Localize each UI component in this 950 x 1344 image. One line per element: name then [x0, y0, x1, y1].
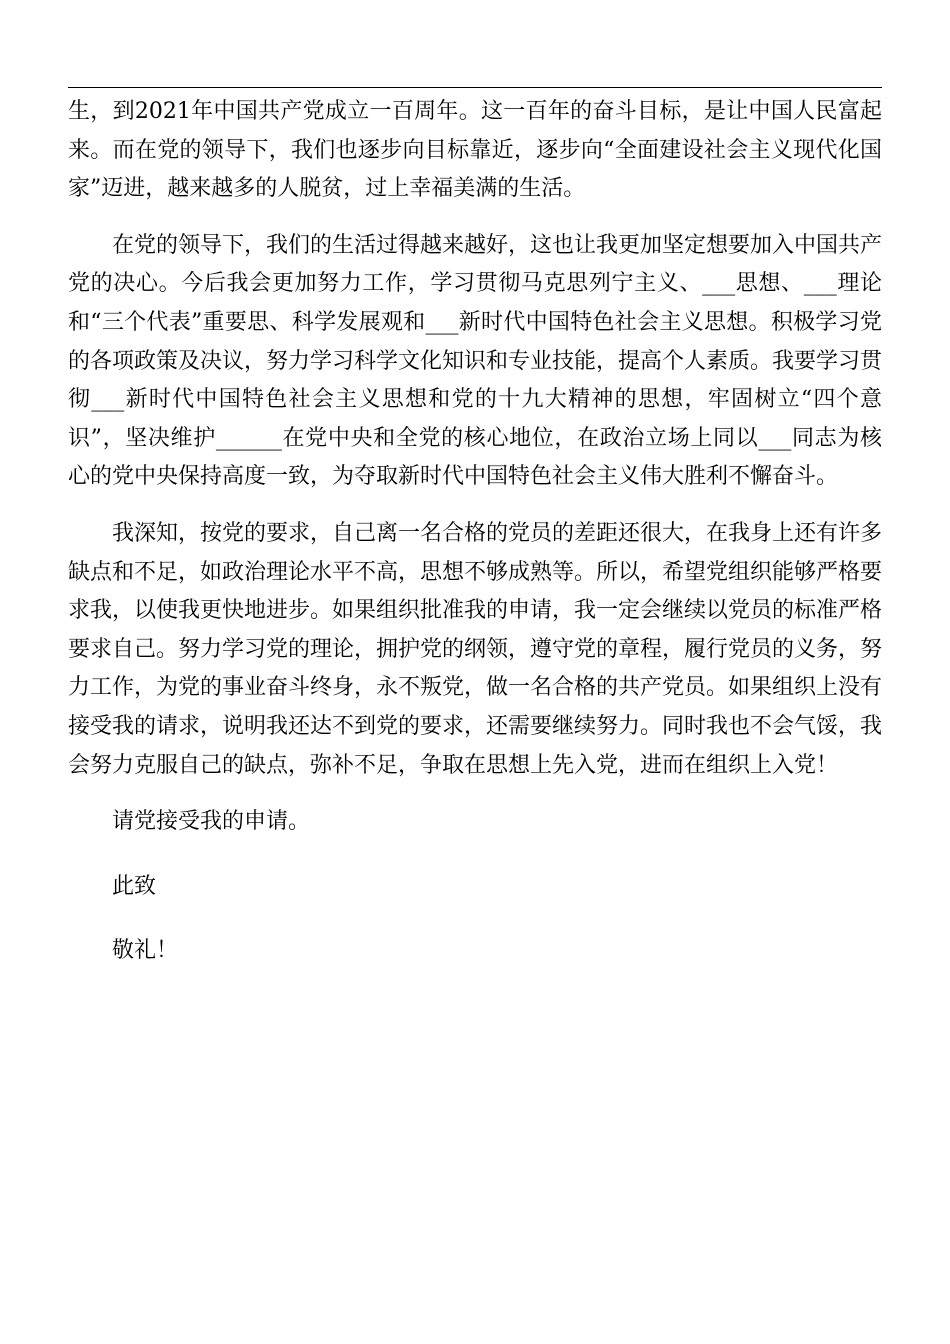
document-body [68, 93, 882, 997]
header-rule [68, 87, 882, 88]
paragraph-self-assessment: 我深知，按党的要求，自己离一名合格的党员的差距还很大，在我身上还有许多缺点和不足，如政治理论水平不高，思想不够成熟等。所以，希望党组织能够严格要求我，以使我更快地进步。如果组织批准我的申请，我一定会继续以党员的标准严格要求自己。努力学习党的理论，拥护党的纲领，遵守党的章程，履行党员的义务，努力工作，为党的事业奋斗终身，永不叛党，做一名合格的共产党员。如果组织上没有接受我的请求，说明我还达不到党的要求，还需要继续努力。同时我也不会气馁，我会努力克服自己的缺点，弥补不足，争取在思想上先入党，进而在组织上入党！ [68, 520, 883, 778]
closing-regards: 敬礼！ [112, 938, 179, 964]
paragraph-continuation: 生，到2021年中国共产党成立一百周年。这一百年的奋斗目标，是让中国人民富起来。而在党的领导下，我们也逐步向目标靠近，逐步向“全面建设社会主义现代化国家”迈进，越来越多的人脱贫，过上幸福美满的生活。 [68, 99, 882, 202]
closing-salutation: 此致 [112, 873, 157, 899]
paragraph-commitment: 在党的领导下，我们的生活过得越来越好，这也让我更加坚定想要加入中国共产党的决心。今后我会更加努力工作，学习贯彻马克思列宁主义、___思想、___理论和“三个代表”重要思、科学发展观和___新时代中国特色社会主义思想。积极学习党的各项政策及决议，努力学习科学文化知识和专业技能，提高个人素质。我要学习贯彻___新时代中国特色社会主义思想和党的十九大精神的思想，牢固树立“四个意识”，坚决维护______在党中央和全党的核心地位，在政治立场上同以___同志为核心的党中央保持高度一致，为夺取新时代中国特色社会主义伟大胜利不懈奋斗。 [68, 232, 883, 490]
closing-request: 请党接受我的申请。 [112, 809, 311, 835]
